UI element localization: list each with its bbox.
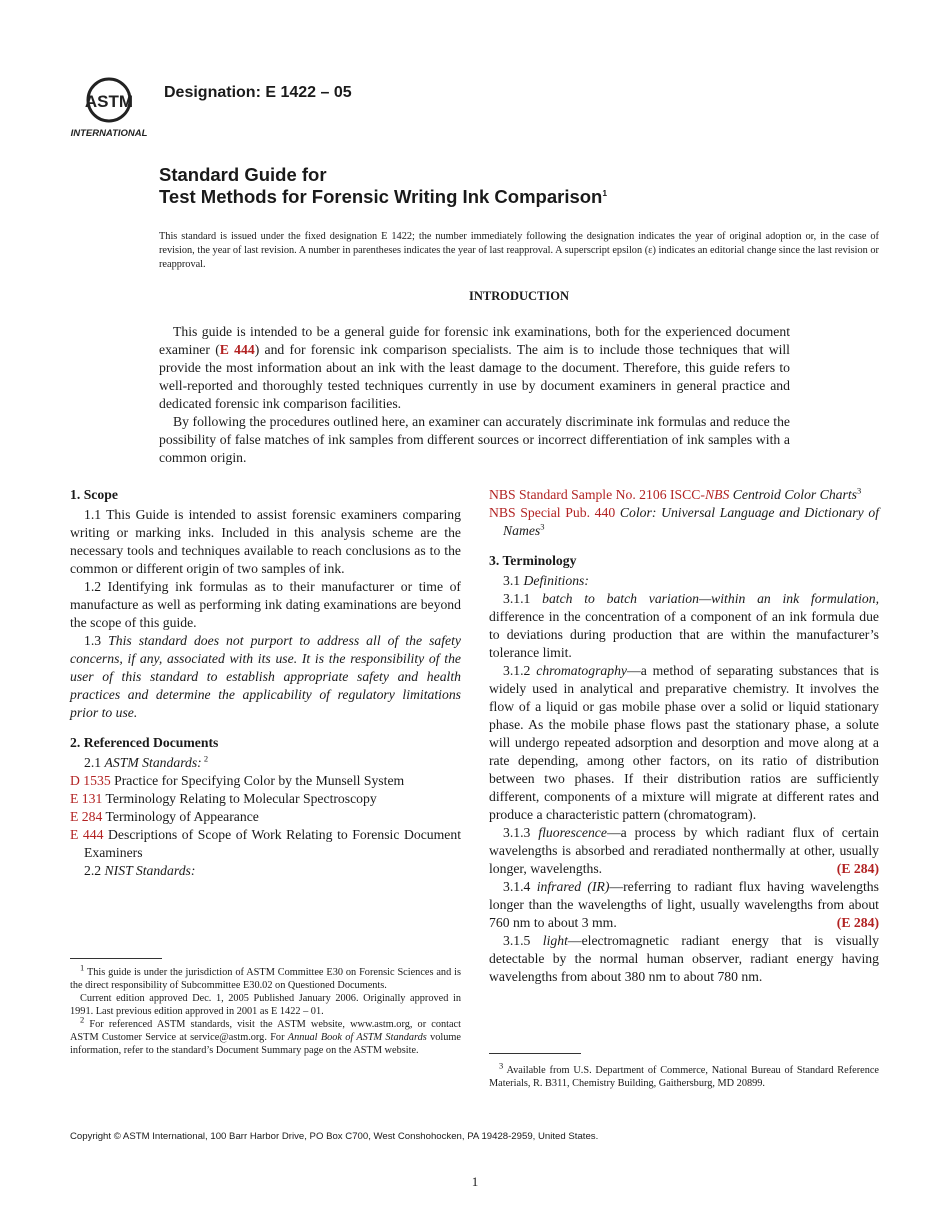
nist-code-italic: NBS [704,487,730,502]
ref-link-e131[interactable]: E 131 [70,791,103,806]
term-num: 3.1.4 [503,879,537,894]
footnotes-left [70,962,462,1057]
ref-item [70,808,461,826]
intro-paragraph-1 [159,323,790,413]
scope-1-3-num: 1.3 [84,633,109,648]
ref-item [70,790,461,808]
title-line-2 [159,186,607,208]
term-3-1-1 [489,590,879,662]
term-text: —electromagnetic radiant energy that is visually detectable by the normal human observer, radiant energy having wavelengths from about 380 nm to about 780 nm. [489,933,879,984]
defs-num: 3.1 [503,573,524,588]
term-3-1-4 [489,878,879,932]
term-name: light [542,933,568,948]
footnote-3 [489,1060,879,1090]
footnote-3-text: Available from U.S. Department of Commerce, National Bureau of Standard Reference Materials, R. B311, Chemistry Building, Gaithersburg, MD 20899. [489,1065,879,1089]
ref-item [70,826,461,862]
footnote-2-italic: Annual Book of ASTM Standards [287,1032,427,1043]
nist-text: Color: Universal Language and Dictionary of Names [503,505,879,538]
footnote-2-a: For referenced ASTM standards, visit the ASTM website, www.astm.org, or contact ASTM Customer Service at service@astm.org. For [70,1019,461,1043]
ref-text: Terminology of Appearance [102,809,259,824]
nist-sup: 3 [856,485,862,496]
ref-text: Practice for Specifying Color by the Munsell System [110,773,405,788]
term-name: fluorescence [538,825,607,840]
astm-label: ASTM Standards: [104,755,202,770]
term-num: 3.1.3 [503,825,539,840]
term-3-1-5 [489,932,879,986]
title-footnote-mark: 1 [602,187,608,198]
nist-link-2106[interactable] [489,487,729,502]
right-column [489,486,879,986]
nist-item [489,486,879,504]
ref-link-e284-infrared[interactable]: (E 284) [836,915,879,930]
nist-item [489,504,879,540]
ref-link-e444[interactable]: E 444 [219,342,255,357]
footnote-1-mark: 1 [80,962,85,973]
terminology-heading: 3. Terminology [489,553,577,568]
copyright: Copyright © ASTM International, 100 Barr Harbor Drive, PO Box C700, West Conshohocken, PA 19428-2959, United States. [70,1131,599,1142]
ref-text: Descriptions of Scope of Work Relating to Forensic Document Examiners [84,827,461,860]
intro-p1-a: This guide is intended to be a general guide for forensic ink examinations, both for the experienced document examiner ( [159,324,790,357]
astm-standards-label [70,754,461,772]
nist-standards-label [70,862,461,880]
astm-logo [68,74,150,140]
designation: Designation: E 1422 – 05 [164,84,352,101]
intro-p1-b: ) and for forensic ink comparison specialists. The aim is to include those techniques that will provide the most information about an ink with the least damage to the document. Therefore, this guide refers to well-reported and thoroughly tested techniques currently in use by document examiners in general practice and dedicated forensic ink comparison facilities. [159,342,790,411]
footnote-1 [70,962,461,992]
introduction [159,323,790,467]
scope-1-3 [70,632,461,722]
logo-text: ASTM [84,92,134,111]
ref-text: Terminology Relating to Molecular Spectroscopy [102,791,377,806]
term-num: 3.1.2 [503,663,537,678]
title-line-1: Standard Guide for [159,164,327,185]
term-text: —a method of separating substances that is widely used in analytical and preparative chemistry. It involves the flow of a liquid or gas mobile phase over a solid or liquid stationary phase. As the mobile phase flows past the stationary phase, a solute will undergo repeated adsorption and desorption and move along at a rate depending, among other factors, on its ratio of distribution between two phases. If their distribution ratios are sufficiently different, components of a mixture will migrate at different rates and produce a characteristic pattern (chromatogram). [489,663,879,822]
footnote-1-text: This guide is under the jurisdiction of ASTM Committee E30 on Forensic Sciences and is the direct responsibility of Subcommittee E30.02 on Questioned Documents. [70,967,461,991]
footnote-rule-left [70,958,162,959]
footnote-rule-right [489,1053,581,1054]
logo-subtext: INTERNATIONAL [70,128,148,139]
term-name: infrared (IR) [536,879,610,894]
title-line-2-text: Test Methods for Forensic Writing Ink Comparison [159,186,603,207]
ref-link-e284[interactable]: E 284 [70,809,103,824]
scope-1-2: 1.2 Identifying ink formulas as to their manufacturer or time of manufacture as well as performing ink dating examinations are beyond the scope of this guide. [70,579,461,630]
astm-sup: 2 [201,753,209,764]
nist-text: Centroid Color Charts [729,487,857,502]
term-text: —referring to radiant flux having wavelengths longer than the wavelengths of light, usually wavelengths from about 760 nm to about 3 mm. [489,879,879,930]
page-number: 1 [471,1174,479,1189]
term-name: chromatography [536,663,627,678]
ref-link-d1535[interactable]: D 1535 [70,773,111,788]
defs-label: Definitions: [523,573,589,588]
term-3-1-2 [489,662,879,824]
scope-1-1: 1.1 This Guide is intended to assist forensic examiners comparing writing or marking inks. Included in this analysis scheme are the necessary tools and techniques available to reach conclusions as to the common or different origin of two samples of ink. [70,507,461,576]
nist-sup: 3 [540,521,545,532]
left-column [70,486,461,880]
scope-1-3-text: This standard does not purport to address all of the safety concerns, if any, associated with its use. It is the responsibility of the user of this standard to establish appropriate safety and health practices and determine the applicability of regulatory limitations prior to use. [70,633,461,720]
term-3-1-3 [489,824,879,878]
term-text: —a process by which radiant flux of certain wavelengths is absorbed and reradiated nonthermally at other, usually longer, wavelengths. [489,825,880,876]
ref-item [70,772,461,790]
nist-code: NBS Standard Sample No. 2106 ISCC- [489,487,705,502]
document-title [159,164,607,208]
nist-label: NIST Standards: [104,863,196,878]
footnote-2-mark: 2 [80,1014,85,1025]
footnote-3-mark: 3 [499,1060,504,1071]
introduction-heading: INTRODUCTION [468,289,569,303]
term-name: batch to batch variation—within an ink formulation, [542,591,879,606]
footnote-1b: Current edition approved Dec. 1, 2005 Published January 2006. Originally approved in 1991. Last previous edition approved in 2001 as E 1422 – 01. [70,993,461,1017]
issue-note: This standard is issued under the fixed designation E 1422; the number immediately following the designation indicates the year of original adoption or, in the case of revision, the year of last revision. A number in parentheses indicates the year of last reapproval. A superscript epsilon (ε) indicates an editorial change since the last revision or reapproval. [159,231,879,270]
term-num: 3.1.5 [503,933,543,948]
astm-logo-mark [68,74,150,140]
nist-num: 2.2 [84,863,105,878]
nist-link-440[interactable]: NBS Special Pub. 440 [489,505,616,520]
intro-paragraph-2: By following the procedures outlined here, an examiner can accurately discriminate ink formulas and reduce the possibility of false matches of ink samples from different sources or incorrect differentiation of ink samples with a common origin. [159,414,790,465]
ref-link-e284-fluorescence[interactable]: (E 284) [836,861,879,876]
term-num: 3.1.1 [503,591,543,606]
term-text: difference in the concentration of a component of an ink formula due to deviations during production that are within the manufacturer’s tolerance limit. [489,609,879,660]
footnote-2-b: volume information, refer to the standard’s Document Summary page on the ASTM website. [70,1032,462,1056]
footnote-2 [70,1014,462,1057]
astm-num: 2.1 [84,755,105,770]
footnotes-right [489,1060,879,1090]
definitions-label [489,572,879,590]
referenced-heading: 2. Referenced Documents [70,735,219,750]
ref-link-e444-list[interactable]: E 444 [70,827,104,842]
scope-heading: 1. Scope [70,487,118,502]
